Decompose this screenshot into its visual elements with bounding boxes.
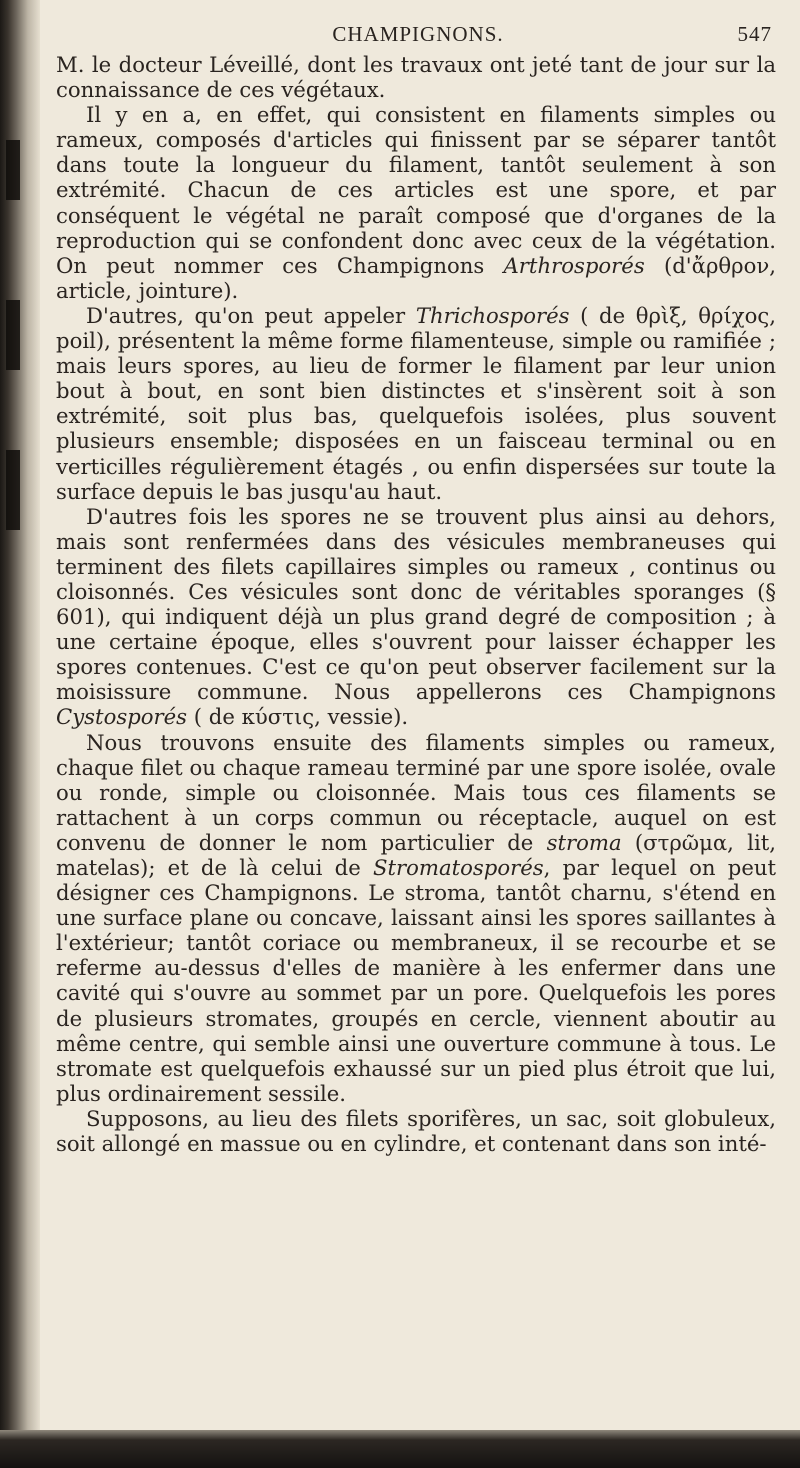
binding-shadow [6, 300, 20, 370]
binding-shadow [6, 140, 20, 200]
paragraph-5 [56, 730, 776, 1106]
term-stroma: stroma [546, 829, 622, 855]
text-run: , par lequel on peut désigner ces Champignons. Le stroma, tantôt charnu, s'étend en une surface plane ou concave, laissant ainsi les spores saillantes à l'extérieur; tantôt coriace ou membraneux, il se recourbe et se referme au-dessus d'elles de manière à les enfermer dans une cavité qui s'ouvre au sommet par un pore. Quelquefois les pores de plusieurs stromates, groupés en cercle, viennent aboutir au même centre, qui semble ainsi une ouverture commune à tous. Le stromate est quelquefois exhaussé sur un pied plus étroit que lui, plus ordinairement sessile. [56, 855, 777, 1106]
text-run: ( de κύστις, vessie). [187, 704, 409, 730]
text-run: M. le docteur Léveillé, dont les travaux ont jeté tant de jour sur la connaissance de ces végétaux. [56, 52, 776, 103]
text-run: D'autres, qu'on peut appeler [86, 302, 416, 328]
term-cystospores: Cystosporés [56, 704, 188, 730]
page-bottom-edge [0, 1430, 800, 1468]
page-number: 547 [737, 22, 772, 46]
body-text [52, 52, 784, 1156]
term-stromatospores: Stromatosporés [372, 855, 544, 880]
paragraph-4 [56, 504, 776, 730]
term-thrichospores: Thrichosporés [415, 302, 570, 328]
text-run: (στρῶμα, lit, matelas); et de là celui de [56, 829, 776, 880]
term-arthrospores: Arthrosporés [503, 252, 645, 278]
paragraph-1 [56, 52, 776, 102]
page-header [52, 12, 784, 52]
page-binding-gutter [0, 0, 40, 1468]
text-run: (d'ἄρθρον, article, jointure). [56, 252, 776, 303]
paragraph-2 [56, 102, 776, 303]
text-run: Nous trouvons ensuite des filaments simples ou rameux, chaque filet ou chaque rameau terminé par une spore isolée, ovale ou ronde, simple ou cloisonnée. Mais tous ces filaments se rattachent à un corps commun ou réceptacle, auquel on est convenu de donner le nom particulier de [56, 729, 776, 855]
text-run: Il y en a, en effet, qui consistent en filaments simples ou rameux, composés d'articles qui finissent par se séparer tantôt dans toute la longueur du filament, tantôt seulement à son extrémité. Chacun de ces articles est une spore, et par conséquent le végétal ne paraît composé que d'organes de la reproduction qui se confondent donc avec ceux de la végétation. On peut nommer ces Champignons [56, 102, 776, 278]
book-page [52, 12, 784, 1432]
text-run: Supposons, au lieu des filets sporifères, un sac, soit globuleux, soit allongé en massue ou en cylindre, et contenant dans son inté- [56, 1105, 776, 1157]
running-title: CHAMPIGNONS. [332, 22, 504, 46]
paragraph-6 [56, 1106, 776, 1156]
paragraph-3 [56, 303, 776, 504]
text-run: D'autres fois les spores ne se trouvent plus ainsi au dehors, mais sont renfermées dans des vésicules membraneuses qui terminent des filets capillaires simples ou rameux , continus ou cloisonnés. Ces vésicules sont donc de véritables sporanges (§ 601), qui indiquent déjà un plus grand degré de composition ; à une certaine époque, elles s'ouvrent pour laisser échapper les spores contenues. C'est ce qu'on peut observer facilement sur la moisissure commune. Nous appellerons ces Champignons [56, 503, 776, 705]
binding-shadow [6, 450, 20, 530]
text-run: ( de θρὶξ, θρίχος, poil), présentent la même forme filamenteuse, simple ou ramifiée ; mais leurs spores, au lieu de former le filament par leur union bout à bout, en sont bien distinctes et s'insèrent soit à son extrémité, soit plus bas, quelquefois isolées, plus souvent plusieurs ensemble; disposées en un faisceau terminal ou en verticilles régulièrement étagés , ou enfin dispersées sur toute la surface depuis le bas jusqu'au haut. [56, 302, 776, 504]
